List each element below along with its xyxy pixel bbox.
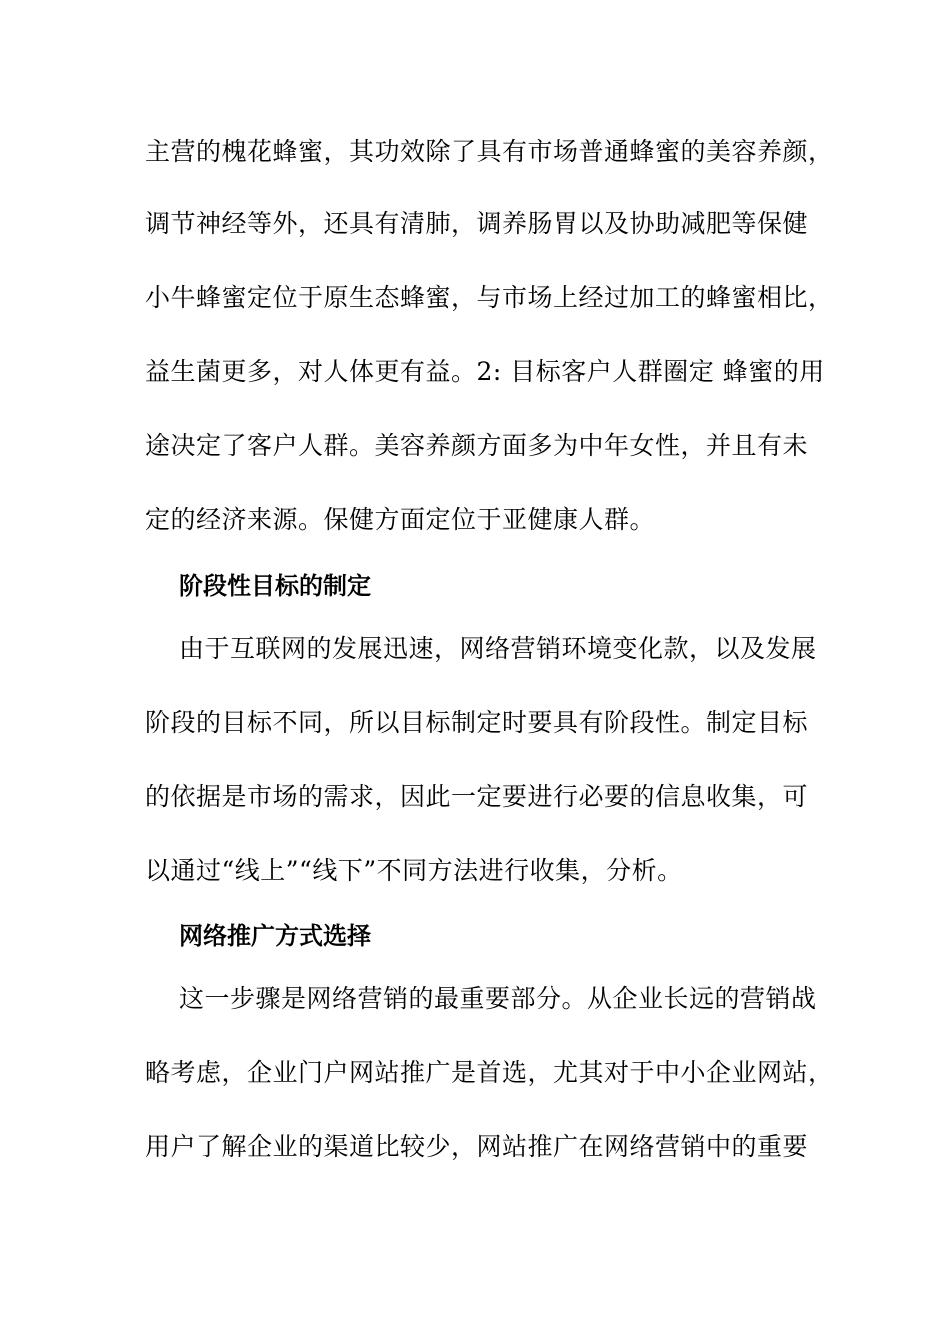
- body-text-line: 主营的槐花蜂蜜，其功效除了具有市场普通蜂蜜的美容养颜，: [145, 137, 834, 166]
- body-text-line: 小牛蜂蜜定位于原生态蜂蜜，与市场上经过加工的蜂蜜相比，: [145, 283, 834, 312]
- body-text-line: 途决定了客户人群。美容养颜方面多为中年女性，并且有未: [145, 431, 809, 460]
- body-text-line: 益生菌更多，对人体更有益。2: 目标客户人群圈定 蜂蜜的用: [145, 357, 825, 386]
- body-text-line: 调节神经等外，还具有清肺，调养肠胃以及协助减肥等保健: [145, 209, 809, 238]
- body-text-line: 定的经济来源。保健方面定位于亚健康人群。: [145, 505, 656, 534]
- body-text-line: 阶段的目标不同，所以目标制定时要具有阶段性。制定目标: [145, 708, 809, 737]
- body-text-line: 以通过“线上”“线下”不同方法进行收集，分析。: [145, 856, 683, 885]
- body-text-line: 略考虑，企业门户网站推广是首选，尤其对于中小企业网站，: [145, 1058, 834, 1087]
- body-text-line: 的依据是市场的需求，因此一定要进行必要的信息收集，可: [145, 782, 809, 811]
- body-text-line: 用户了解企业的渠道比较少，网站推广在网络营销中的重要: [145, 1132, 809, 1161]
- body-text-line: 由于互联网的发展迅速，网络营销环境变化款，以及发展: [179, 634, 817, 663]
- section-heading: 网络推广方式选择: [179, 922, 371, 950]
- section-heading: 阶段性目标的制定: [179, 572, 371, 600]
- body-text-line: 这一步骤是网络营销的最重要部分。从企业长远的营销战: [179, 984, 817, 1013]
